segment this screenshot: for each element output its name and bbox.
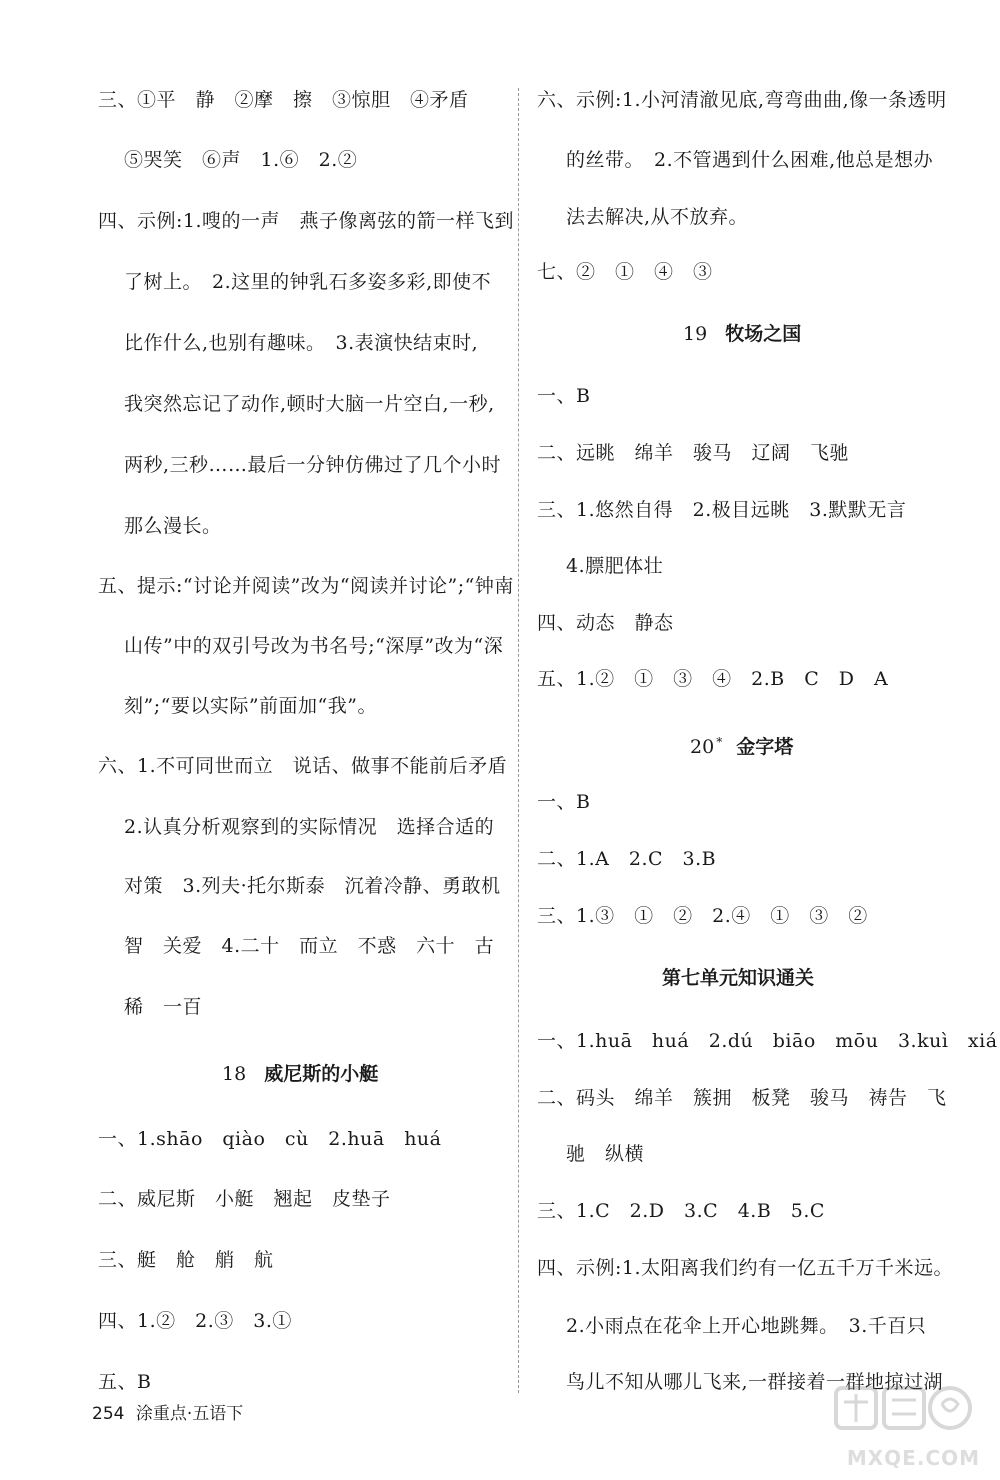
answer-line: 一、B	[537, 791, 591, 813]
answer-line: 三、1.C 2.D 3.C 4.B 5.C	[537, 1200, 825, 1222]
answer-line: 刻”;“要以实际”前面加“我”。	[124, 695, 377, 717]
answer-line: 二、远眺 绵羊 骏马 辽阔 飞驰	[537, 442, 850, 464]
book-title: 涂重点·五语下	[135, 1404, 244, 1424]
answer-line: 4.膘肥体壮	[566, 555, 664, 577]
page-footer	[92, 1403, 243, 1425]
watermark-text: MXQE.COM	[846, 1446, 980, 1470]
answer-line: 三、艇 舱 艄 航	[98, 1249, 274, 1271]
answer-line: 对策 3.列夫·托尔斯泰 沉着冷静、勇敢机	[124, 875, 501, 897]
answer-line: 的丝带。 2.不管遇到什么困难,他总是想办	[566, 149, 934, 171]
answer-line: 四、动态 静态	[537, 612, 674, 634]
answer-line: 一、B	[537, 385, 591, 407]
answer-line: 六、示例:1.小河清澈见底,弯弯曲曲,像一条透明	[537, 89, 947, 111]
section-title: 第七单元知识通关	[662, 967, 815, 989]
column-divider	[518, 88, 519, 1393]
answer-line: 智 关爱 4.二十 而立 不惑 六十 古	[124, 935, 495, 957]
answer-line: 四、示例:1.嗖的一声 燕子像离弦的箭一样飞到	[98, 210, 515, 232]
optional-mark: *	[716, 735, 723, 749]
unit-review-heading	[662, 966, 814, 990]
section-number: 20	[690, 736, 715, 759]
answer-line: 一、1.huā huá 2.dú biāo mōu 3.kuì xiá	[537, 1030, 998, 1052]
answer-line: 了树上。 2.这里的钟乳石多姿多彩,即使不	[124, 271, 492, 293]
section-title: 牧场之国	[725, 323, 802, 345]
answer-line: 二、威尼斯 小艇 翘起 皮垫子	[98, 1188, 391, 1210]
answer-line: 七、② ① ④ ③	[537, 261, 713, 283]
section-heading-19	[683, 322, 801, 346]
answer-line: 稀 一百	[124, 996, 203, 1018]
answer-line: 四、示例:1.太阳离我们约有一亿五千万千米远。	[537, 1257, 954, 1279]
answer-line: 二、1.A 2.C 3.B	[537, 848, 717, 870]
answer-line: 驰 纵横	[566, 1143, 645, 1165]
answer-line: 四、1.② 2.③ 3.①	[98, 1310, 292, 1332]
answer-line: ⑤哭笑 ⑥声 1.⑥ 2.②	[124, 149, 358, 171]
answer-line: 六、1.不可同世而立 说话、做事不能前后矛盾	[98, 755, 508, 777]
section-heading-20	[690, 730, 793, 759]
answer-line: 我突然忘记了动作,顿时大脑一片空白,一秒,	[124, 393, 495, 415]
answer-line: 二、码头 绵羊 簇拥 板凳 骏马 祷告 飞	[537, 1087, 947, 1109]
answer-line: 一、1.shāo qiào cù 2.huā huá	[98, 1128, 442, 1150]
answer-line: 五、1.② ① ③ ④ 2.B C D A	[537, 668, 889, 690]
section-heading-18	[222, 1062, 378, 1086]
answer-line: 两秒,三秒……最后一分钟仿佛过了几个小时	[124, 454, 502, 476]
answer-line: 那么漫长。	[124, 515, 222, 537]
answer-line: 山传”中的双引号改为书名号;“深厚”改为“深	[124, 635, 504, 657]
answer-line: 比作什么,也别有趣味。 3.表演快结束时,	[124, 332, 479, 354]
section-number: 19	[683, 323, 708, 345]
watermark-logo-icon	[830, 1380, 976, 1440]
watermark	[830, 1380, 980, 1470]
answer-line: 2.小雨点在花伞上开心地跳舞。 3.千百只	[566, 1315, 927, 1337]
answer-line: 法去解决,从不放弃。	[566, 206, 749, 228]
answer-line: 五、提示:“讨论并阅读”改为“阅读并讨论”;“钟南	[98, 575, 514, 597]
answer-line: 三、1.③ ① ② 2.④ ① ③ ②	[537, 905, 868, 927]
answer-line: 2.认真分析观察到的实际情况 选择合适的	[124, 816, 495, 838]
answer-line: 三、①平 静 ②摩 擦 ③惊胆 ④矛盾	[98, 89, 469, 111]
section-title: 威尼斯的小艇	[264, 1063, 379, 1085]
answer-line: 三、1.悠然自得 2.极目远眺 3.默默无言	[537, 499, 907, 521]
section-number: 18	[222, 1063, 247, 1085]
page-number: 254	[92, 1404, 125, 1424]
answer-line: 鸟儿不知从哪儿飞来,一群接着一群地掠过湖	[566, 1371, 944, 1393]
answer-line: 五、B	[98, 1371, 152, 1393]
section-title: 金字塔	[736, 736, 794, 759]
